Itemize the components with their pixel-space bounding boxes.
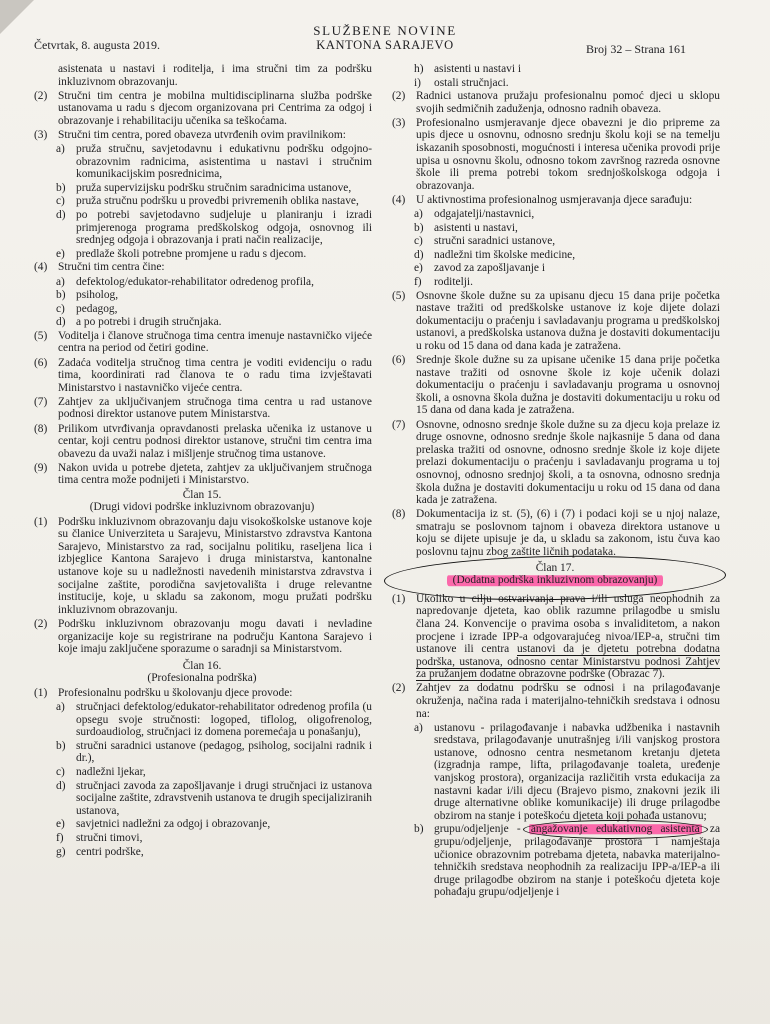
article-15-heading: Član 15. (182, 488, 222, 501)
paragraph-number: (1) (34, 686, 48, 699)
paragraph-number: (6) (392, 354, 406, 367)
list-item (390, 208, 720, 221)
paragraph-8 (390, 508, 720, 558)
list-item (390, 262, 720, 275)
paragraph-text: Zadaća voditelja stručnog tima centra je voditi evidenciju o radu tima, koordinirati rad članova te o radu tima izvještavati Ministarstvo i nastavničko vijeće centra. (58, 356, 372, 394)
item-marker: a) (56, 275, 65, 288)
article-15-paragraph-1 (32, 516, 372, 617)
item-text: stručni saradnici ustanove, (434, 235, 556, 248)
paragraph-number: (2) (34, 89, 48, 102)
paragraph-6 (390, 354, 720, 417)
paragraph-7 (390, 419, 720, 507)
item-marker: a) (414, 208, 423, 221)
item-text: asistenti u nastavi, (434, 221, 518, 234)
right-column (390, 63, 720, 900)
paragraph-2 (32, 90, 372, 128)
item-marker: d) (56, 316, 66, 329)
list-item (32, 248, 372, 261)
item-marker: a) (414, 721, 423, 734)
article-16-subtitle: (Profesionalna podrška) (147, 672, 257, 685)
item-text: psiholog, (76, 289, 119, 302)
item-marker: b) (414, 221, 424, 234)
item-marker: b) (414, 823, 424, 836)
list-item (32, 766, 372, 779)
paragraph-7 (32, 396, 372, 421)
paragraph-number: (7) (392, 418, 406, 431)
page-header (0, 24, 770, 56)
list-item (390, 77, 720, 90)
paragraph-number: (9) (34, 461, 48, 474)
continued-list (390, 63, 720, 89)
item-text-rest: za grupu/odjeljenje, prilagođavanje prostora i namještaja učionice obrazovnim potrebama djeteta, nabavka materijalno-tehničkih sredstava neophodnih za realizaciju IPP-a/IEP-a ili druge prilagodbe obzirom na stanje i poteškoću djeteta koje pohađaju grupu/odjeljenje i (434, 823, 720, 899)
pen-underlined-text: ustanovi da je djetetu potrebna dodatna podrška, ustanova, odnosno centar Ministarstvu podnosi Zahtjev za pružanjem dodatne obrazovne podrške (416, 643, 720, 681)
paragraph-text: Podršku inkluzivnom obrazovanju mogu davati i nevladine organizacije koje su registrirane na području Kantona Sarajevo i koje imaju zaključene sporazume o saradnji sa Ministarstvom. (58, 617, 372, 656)
item-text: stručni timovi, (76, 831, 143, 844)
item-marker: e) (56, 247, 65, 260)
item-text: defektolog/edukator-rehabilitator odredenog profila, (76, 275, 314, 288)
paragraph-text: Prilikom utvrđivanja opravdanosti prelaska učenika iz ustanove u centar, koji centru podnosi direktor ustanove, stručni tim centra ima obavezu da uvaži nalaz i mišljenje stručnog tima ustanove. (58, 422, 372, 460)
paragraph-number: (1) (34, 515, 48, 528)
item-marker: i) (414, 76, 421, 89)
paragraph-text: Osnovne škole dužne su za upisanu djecu 15 dana prije početka nastave tražiti od predškolske ustanove iz koje dijete dolazi dokumentaciju o praćenju i savladavanju programa u predškolskoj ustanovi, a predškolska ustanova dužna je dostaviti dokumentaciju u roku od 15 dana od dana kada je zatražena. (416, 289, 720, 352)
item-marker: h) (414, 63, 424, 75)
paragraph-3 (390, 117, 720, 193)
paragraph-text: Voditelja i članove stručnoga tima centra imenuje nastavničko vijeće centra na period od četiri godine. (58, 329, 372, 355)
item-marker: e) (56, 818, 65, 831)
paragraph-number: (3) (392, 116, 406, 129)
item-text: grupu/odjeljenje - (434, 823, 529, 836)
paragraph-number: (8) (34, 422, 48, 435)
item-marker: c) (56, 195, 65, 208)
list-item (32, 832, 372, 845)
paragraph-6 (32, 357, 372, 395)
paragraph-text: Stručni tim centra je mobilna multidisciplinarna služba podrške ustanovama u radu s djecom organizovana pri Centrima za odgoj i obrazovanje i rehabilitaciju učenika sa teškoćama. (58, 89, 372, 127)
item-text: predlaže školi potrebne promjene u radu s djecom. (76, 247, 307, 260)
item-text: zavod za zapošljavanje i (434, 262, 546, 275)
item-marker: b) (56, 739, 66, 752)
item-text: ustanovu - prilagođavanje i nabavka udžbenika i nastavnih sredstava, prilagođavanje unutrašnjeg i/ili vanjskog prostora ustanove, odnosno centra nesmetanom kretanju djeteta (izgradnja rampe, lifta, prilagođavanje toaleta, uređenje vanjskog prostora), organizacija različitih vrsta edukacija za nastavni kadar i/ili djecu (Brajevo pismo, znakovni jezik ili druge alternativne oblike komunikacije) ili druge prilagodbe obzirom na stanje i poteškoću djeteta koji pohađa ustanovu; (434, 721, 720, 822)
paragraph-number: (7) (34, 395, 48, 408)
item-text: centri podrške, (76, 845, 144, 858)
list-item (32, 316, 372, 329)
highlighted-assistant-phrase (529, 823, 702, 835)
paragraph-4 (32, 261, 372, 274)
item-marker: g) (56, 845, 66, 858)
paragraph-text: Radnici ustanova pružaju profesionalnu pomoć djeci u sklopu svojih sedmičnih zaduženja, odnosno radnih obaveza. (416, 90, 720, 115)
list-item (32, 780, 372, 818)
paragraph-number: (2) (392, 90, 406, 103)
list-item (32, 846, 372, 859)
paragraph-number: (5) (392, 289, 406, 302)
paragraph-text: Podršku inkluzivnom obrazovanju daju visokoškolske ustanove koje su članice Univerziteta u Sarajevu, Ministarstvo zdravstva Kantona Sarajevo, Ministarstvo za rad, socijalnu politiku, raseljena lica i izbjeglice Kantona Sarajevo i druga ministarstva, kantonalne ustanove koje su u nadležnosti navedenih ministarstva zdravstva i socijalne zaštite, porodična savjetovališta i druge relevantne institucije, koje, u skladu sa zakonom, mogu pružati podršku inkluzivnom obrazovanju. (58, 515, 372, 616)
paragraph-number: (4) (392, 193, 406, 206)
continued-paragraph: asistenata u nastavi i roditelja, i ima stručni tim za podršku inkluzivnom obrazovanju. (58, 63, 372, 88)
paragraph-text: Srednje škole dužne su za upisane učenike 15 dana prije početka nastave tražiti od osnovne škole iz koje učenik dolazi dokumentaciju o praćenju i savladavanju programa u osnovnoj školi, a osnovna škola dužna je dostaviti dokumentaciju u roku od 15 dana od dana kada je zatražena. (416, 354, 720, 417)
item-marker: d) (56, 209, 66, 222)
masthead-title: SLUŽBENE NOVINE (313, 23, 457, 38)
article-15-paragraph-2 (32, 618, 372, 656)
article-16-list (32, 701, 372, 858)
item-marker: b) (56, 181, 66, 194)
paragraph-4-list (390, 208, 720, 289)
item-marker: d) (56, 779, 66, 792)
paragraph-4 (390, 194, 720, 207)
paragraph-text-end: (Obrazac 7). (605, 668, 665, 681)
article-16-paragraph-1 (32, 687, 372, 700)
paragraph-3 (32, 129, 372, 142)
item-text: stručnjaci zavoda za zapošljavanje i drugi stručnjaci iz ustanova socijalne zaštite, zdravstvenih ustanova te drugih specijaliziranih ustanova, (76, 779, 372, 817)
item-text: pruža stručnu podršku u provedbi privremenih oblika nastave, (76, 195, 359, 208)
paragraph-number: (5) (34, 329, 48, 342)
list-item (390, 222, 720, 235)
article-17-subtitle-highlighted: (Dodatna podrška inkluzivnom obrazovanju) (447, 574, 664, 587)
item-text: pruža stručnu, savjetodavnu i edukativnu podršku odgojno-obrazovnim radnicima, asistentima u nastavi i stručnim komunikacijskim posrednicima, (76, 143, 372, 181)
list-item (390, 235, 720, 248)
item-marker: a) (56, 701, 65, 713)
paragraph-number: (1) (392, 592, 406, 605)
paragraph-5 (390, 290, 720, 353)
paragraph-3-list (32, 143, 372, 260)
list-item (390, 823, 720, 899)
article-17-heading-block (390, 562, 720, 587)
paragraph-text: Nakon uvida u potrebe djeteta, zahtjev za uključivanjem stručnoga tima centra može podnijeti i Ministarstvo. (58, 461, 372, 487)
paragraph-number: (4) (34, 261, 48, 274)
item-marker: f) (56, 831, 64, 844)
list-item (390, 276, 720, 289)
paragraph-4-list (32, 276, 372, 329)
paragraph-text: Zahtjev za uključivanjem stručnoga tima centra u rad ustanove podnosi direktor ustanove putem Ministarstva. (58, 395, 372, 421)
item-text: pedagog, (76, 302, 118, 315)
list-item (390, 722, 720, 823)
article-15-subtitle: (Drugi vidovi podrške inkluzivnom obrazovanju) (89, 501, 315, 514)
paragraph-8 (32, 423, 372, 461)
list-item (32, 143, 372, 181)
list-item (390, 249, 720, 262)
item-marker: c) (56, 765, 65, 778)
paragraph-9 (32, 462, 372, 487)
list-item (32, 818, 372, 831)
paragraph-2 (390, 90, 720, 115)
list-item (32, 276, 372, 289)
item-marker: c) (414, 235, 423, 248)
item-marker: f) (414, 276, 422, 288)
item-text: po potrebi savjetodavno sudjeluje u planiranju i izradi primjerenoga programa predškolskog odgoja, osnovnog ili srednjeg odgoja i obrazovanja i prati način realizacije, (76, 209, 372, 247)
paragraph-number: (2) (34, 617, 48, 630)
paragraph-text: U aktivnostima profesionalnog usmjeravanja djece sarađuju: (416, 193, 693, 206)
paragraph-number: (2) (392, 682, 406, 695)
masthead-subtitle: KANTONA SARAJEVO (316, 38, 454, 52)
paragraph-text: Stručni tim centra čine: (58, 261, 165, 274)
item-text: nadležni ljekar, (76, 765, 146, 778)
article-17-paragraph-1 (390, 593, 720, 681)
paragraph-text: Osnovne, odnosno srednje škole dužne su za djecu koja prelaze iz druge osnovne, odnosno srednje škole najkasnije 5 dana od dana prelaska tražiti od osnovne, odnosno srednje škole iz koje dijete prelazi dokumentaciju o praćenju i savladavanju programa u toj osnovnoj, odnosno srednjoj školi, a ta osnovna, odnosno srednja škola dužna je dostaviti dokumentaciju u roku od 15 dana od dana kada je zatražena. (416, 418, 720, 507)
item-text: nadležni tim školske medicine, (434, 248, 576, 261)
paragraph-number: (8) (392, 508, 406, 521)
item-text: asistenti u nastavi i (434, 63, 521, 75)
item-marker: c) (56, 302, 65, 315)
item-text: savjetnici nadležni za odgoj i obrazovanje, (76, 818, 271, 831)
article-17-paragraph-2 (390, 682, 720, 720)
paragraph-number: (3) (34, 128, 48, 141)
paragraph-number: (6) (34, 356, 48, 369)
paragraph-text: Stručni tim centra, pored obaveza utvrđenih ovim pravilnikom: (58, 128, 346, 141)
paragraph-text: Profesionalnu podršku u školovanju djece provode: (58, 686, 293, 699)
item-text: stručnjaci defektolog/edukator-rehabilitator odredenog profila (u opsegu svoje stručnosti: logoped, tiflolog, oligofrenolog, surdoaudiolog, stručnjaci iz domena poremećaja u ponašanju), (76, 701, 372, 739)
item-marker: a) (56, 143, 65, 156)
issue-date: Četvrtak, 8. augusta 2019. (34, 38, 160, 52)
list-item (32, 303, 372, 316)
item-text: ostali stručnjaci. (434, 76, 509, 89)
list-item (32, 195, 372, 208)
paragraph-text: Dokumentacija iz st. (5), (6) i (7) i podaci koji se u njoj nalaze, smatraju se poslovnom tajnom i obaveza direktora ustanove u koju se dijete upisuje je da, u skladu sa zakonom, istu čuva kao poslovnu tajnu zbog zaštite ličnih podataka. (416, 508, 720, 558)
item-text: odgajatelji/nastavnici, (434, 208, 535, 221)
list-item (390, 63, 720, 76)
item-marker: e) (414, 262, 423, 275)
item-text: roditelji. (434, 276, 473, 288)
paragraph-5 (32, 330, 372, 355)
list-item (32, 182, 372, 195)
item-text: pruža supervizijsku podršku stručnim saradnicima ustanove, (76, 181, 352, 194)
issue-page-number: Broj 32 – Strana 161 (586, 42, 686, 56)
paragraph-text: Profesionalno usmjeravanje djece obavezni je dio pripreme za upis djece u osnovnu, odnosno srednju školu koji se na temelju iskazanih sposobnosti, mogućnosti i interesa učenika provodi prije upisa u osnovnu školu, odnosno tokom završnog razreda osnovne škole ili prema potrebi tokom srednjoškolskoga odgoja i obrazovanja. (416, 116, 720, 192)
list-item (32, 701, 372, 739)
list-item (32, 740, 372, 765)
item-marker: b) (56, 289, 66, 302)
article-16-heading: Član 16. (182, 659, 222, 672)
paragraph-text: Zahtjev za dodatnu podršku se odnosi i na prilagođavanje okruženja, načina rada i materijalno-tehničkih sredstava i odnosu na: (416, 682, 720, 720)
left-column (32, 63, 372, 859)
item-text: stručni saradnici ustanove (pedagog, psiholog, socijalni radnik i dr.), (76, 739, 372, 765)
highlighted-text: angažovanje edukativnog asistenta (530, 823, 700, 836)
article-17-heading: Član 17. (535, 561, 575, 574)
paragraph-text: Ukoliko u cilju ostvarivanja prava i/ili usluga neophodnih za napredovanje djeteta, kao oblik razumne prilagodbe u smislu člana 24. Konvencije o pravima osoba s invaliditetom, a nakon procjene i izrade IPP-a odgovarajućeg nivoa/IEP-a, stručni tim ustanove ili centra (416, 592, 720, 656)
item-marker: d) (414, 248, 424, 261)
list-item (32, 289, 372, 302)
list-item (32, 209, 372, 247)
item-text: a po potrebi i drugih stručnjaka. (76, 316, 222, 329)
